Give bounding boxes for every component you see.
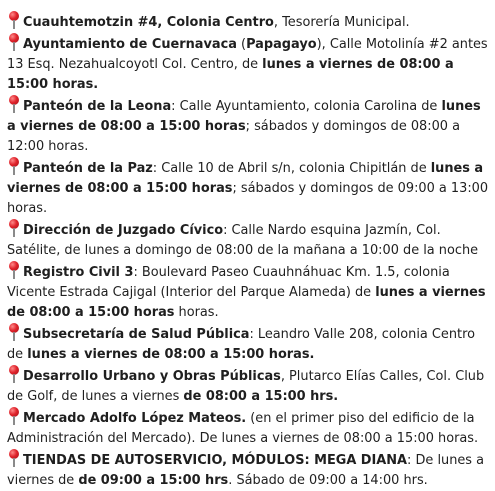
entry-text: . Sábado de 09:00 a 14:00 hrs. [228,473,428,488]
entry-text-bold: Subsecretaría de Salud Pública [23,327,250,342]
entry-text: : Leandro Valle 208, colonia Centro de [7,327,475,362]
round-pushpin-icon [7,261,21,279]
entry-text-bold: lunes a viernes de 08:00 a 15:00 horas [7,99,481,134]
entry-text-bold: TIENDAS DE AUTOSERVICIO, MÓDULOS: MEGA DIANA [23,453,408,468]
round-pushpin-icon [7,449,21,467]
locations-list [7,11,492,491]
entry-text-bold: lunes a viernes de 08:00 a 15:00 horas. [27,347,315,362]
entry-text: ; sábados y domingos de 09:00 a 13:00 horas. [7,181,489,216]
entry-text: , Plutarco Elías Calles, Col. Club de Golf, de lunes a viernes [7,369,485,404]
entry-text: : Boulevard Paseo Cuauhnáhuac Km. 1.5, colonia Vicente Estrada Cajigal (Interior del Parque Alameda) de [7,265,450,300]
location-entry [7,261,492,323]
entry-text: : Calle Ayuntamiento, colonia Carolina de [171,99,442,114]
entry-text-bold: Registro Civil 3 [23,265,134,280]
entry-text-bold: Dirección de Juzgado Cívico [23,223,224,238]
entry-text-bold: Papagayo [246,37,317,52]
entry-text-bold: Panteón de la Leona [23,99,172,114]
round-pushpin-icon [7,323,21,341]
entry-text: ( [236,37,247,52]
entry-text: : Calle Nardo esquina Jazmín, Col. Satélite, de lunes a domingo de 08:00 de la mañana a 10:00 de la noche [7,223,479,258]
entry-text-bold: de 08:00 a 15:00 hrs. [183,389,339,404]
entry-text: (en el primer piso del edificio de la Administración del Mercado). De lunes a viernes de 08:00 a 15:00 horas. [7,411,479,446]
location-entry [7,11,492,33]
round-pushpin-icon [7,11,21,29]
location-entry [7,95,492,157]
entry-text: ; sábados y domingos de 08:00 a 12:00 horas. [7,119,461,154]
round-pushpin-icon [7,157,21,175]
location-entry [7,365,492,407]
entry-text: horas. [174,305,219,320]
entry-text-bold: de 09:00 a 15:00 hrs [78,473,229,488]
entry-text: : De lunes a viernes de [7,453,485,488]
entry-text-bold: Mercado Adolfo López Mateos. [23,411,247,426]
entry-text-bold: lunes a viernes de 08:00 a 15:00 horas [7,285,486,320]
entry-text: , Tesorería Municipal. [273,15,410,30]
entry-text: : Calle 10 de Abril s/n, colonia Chipitlán de [152,161,431,176]
entry-text-bold: Desarrollo Urbano y Obras Públicas [23,369,281,384]
entry-text-bold: lunes a viernes de 08:00 a 15:00 horas. [7,57,454,92]
location-entry [7,323,492,365]
location-entry [7,219,492,261]
entry-text-bold: lunes a viernes de 08:00 a 15:00 horas [7,161,484,196]
entry-text-bold: Cuauhtemotzin #4, Colonia Centro [23,15,274,30]
entry-text: ), Calle Motolinía #2 antes 13 Esq. Nezahualcoyotl Col. Centro, de [7,37,488,72]
round-pushpin-icon [7,33,21,51]
entry-text-bold: Ayuntamiento de Cuernavaca [23,37,237,52]
location-entry [7,407,492,449]
entry-text-bold: Panteón de la Paz [23,161,153,176]
location-entry [7,33,492,95]
round-pushpin-icon [7,219,21,237]
location-entry [7,157,492,219]
round-pushpin-icon [7,365,21,383]
round-pushpin-icon [7,95,21,113]
location-entry [7,449,492,491]
round-pushpin-icon [7,407,21,425]
